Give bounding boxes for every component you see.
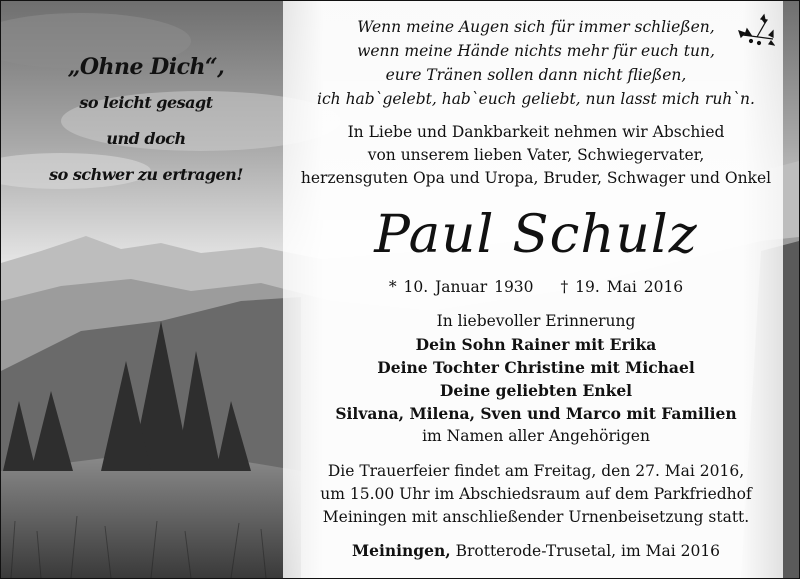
funeral-notice: [291, 460, 781, 529]
place-date: [291, 539, 781, 563]
quote-line-2: so leicht gesagt: [79, 93, 213, 112]
place-rest: Brotterode-Trusetal, im Mai 2016: [455, 542, 721, 560]
quote-line-1: „Ohne Dich“,: [67, 54, 225, 80]
quote-line-3: und doch: [106, 129, 186, 148]
mourners-intro: In liebevoller Erinnerung: [436, 312, 636, 330]
place-city: Meiningen,: [351, 541, 451, 560]
death-date: † 19. Mai 2016: [560, 278, 684, 296]
funeral-line: Meiningen mit anschließender Urnenbeisetzung statt.: [322, 508, 750, 526]
life-dates: [291, 276, 781, 298]
poem-line: eure Tränen sollen dann nicht fließen,: [385, 66, 687, 84]
quote-line-4: so schwer zu ertragen!: [49, 165, 243, 184]
mourner-line: Silvana, Milena, Sven und Marco mit Familien: [335, 404, 737, 423]
mourner-line: Deine geliebten Enkel: [439, 381, 633, 400]
deceased-name: Paul Schulz: [374, 205, 698, 265]
mourners: [291, 310, 781, 448]
obituary-text: [291, 15, 781, 563]
poem: [291, 15, 781, 111]
left-quote: [11, 49, 281, 193]
poem-line: ich hab`gelebt, hab`euch geliebt, nun lasst mich ruh`n.: [317, 90, 755, 108]
intro-line: In Liebe und Dankbarkeit nehmen wir Abschied: [347, 123, 725, 141]
mourner-line: Dein Sohn Rainer mit Erika: [415, 335, 657, 354]
intro-line: von unserem lieben Vater, Schwiegervater,: [367, 146, 705, 164]
poem-line: wenn meine Hände nichts mehr für euch tun,: [357, 42, 715, 60]
funeral-line: um 15.00 Uhr im Abschiedsraum auf dem Parkfriedhof: [320, 485, 752, 503]
mourner-line: Deine Tochter Christine mit Michael: [377, 358, 695, 377]
farewell-intro: [291, 121, 781, 190]
poem-line: Wenn meine Augen sich für immer schließen,: [357, 18, 715, 36]
birth-date: * 10. Januar 1930: [388, 278, 534, 296]
funeral-line: Die Trauerfeier findet am Freitag, den 27. Mai 2016,: [327, 462, 745, 480]
intro-line: herzensguten Opa und Uropa, Bruder, Schwager und Onkel: [300, 169, 772, 187]
mourners-closing: im Namen aller Angehörigen: [422, 427, 650, 445]
